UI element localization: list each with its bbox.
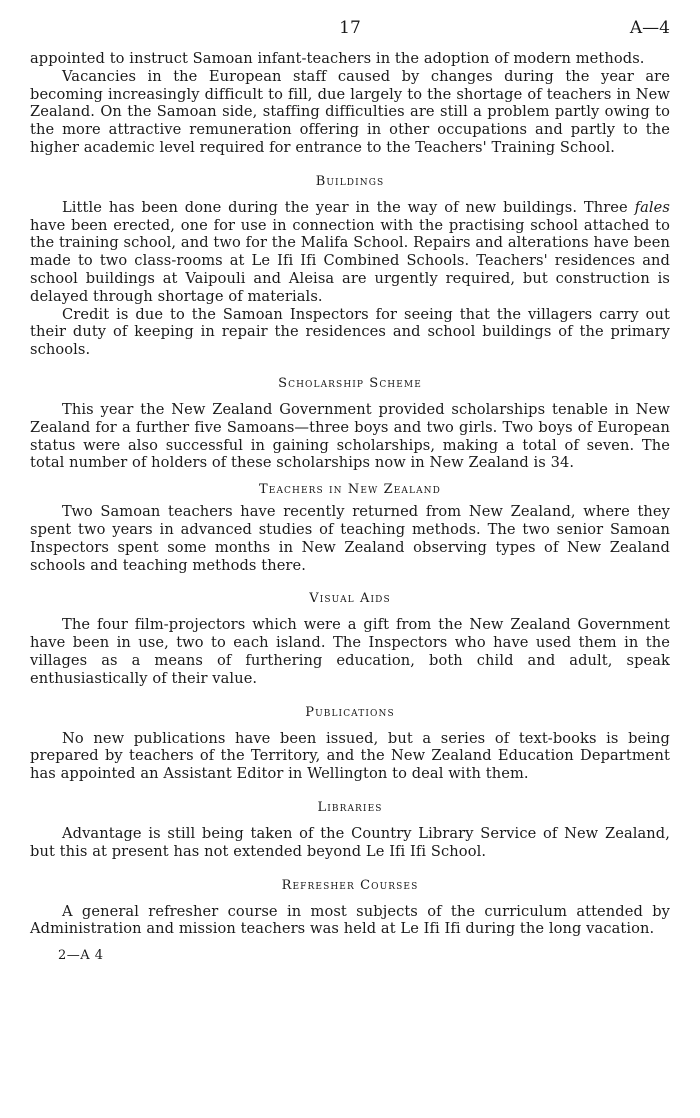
fales-term: fales	[634, 198, 670, 216]
scholarship-paragraph: This year the New Zealand Government provided scholarships tenable in New Zealand for a further five Samoans—three boys and two girls. Two boys of European status were also successful in gaining scholarships, making a total of seven. The total number of holders of these scholarships now in New Zealand is 34.	[30, 400, 670, 472]
page-header	[30, 16, 670, 44]
document-page	[30, 16, 670, 963]
document-reference: A—4	[629, 18, 670, 38]
buildings-paragraph-2: Credit is due to the Samoan Inspectors for seeing that the villagers carry out their duty of keeping in repair the residences and school buildings of the primary schools.	[30, 305, 670, 359]
section-heading-refresher-courses: Refresher Courses	[281, 877, 419, 893]
page-number: 17	[339, 18, 361, 38]
staffing-paragraph: Vacancies in the European staff caused by changes during the year are becoming increasingly difficult to fill, due largely to the shortage of teachers in New Zealand. On the Samoan side, staffing difficulties are still a problem partly owing to the more attractive remuneration offering in other occupations and partly to the higher academic level required for entrance to the Teachers' Training School.	[30, 67, 670, 156]
footer-reference: 2—A 4	[58, 948, 104, 964]
libraries-paragraph: Advantage is still being taken of the Country Library Service of New Zealand, but this at present has not extended beyond Le Ifi Ifi School.	[30, 824, 670, 860]
section-heading-buildings: Buildings	[315, 173, 385, 189]
refresher-paragraph: A general refresher course in most subjects of the curriculum attended by Administration and mission teachers was held at Le Ifi Ifi during the long vacation.	[30, 902, 670, 938]
teachers-paragraph: Two Samoan teachers have recently returned from New Zealand, where they spent two years in advanced studies of teaching methods. The two senior Samoan Inspectors spent some months in New Zealand observing types of New Zealand schools and teaching methods there.	[30, 503, 670, 574]
visual-aids-paragraph: The four film-projectors which were a gift from the New Zealand Government have been in use, two to each island. The Inspectors who have used them in the villages as a means of furthering education, both child and adult, speak enthusiastically of their value.	[30, 616, 670, 687]
buildings-paragraph-1	[30, 199, 670, 306]
publications-paragraph: No new publications have been issued, but a series of text-books is being prepared by teachers of the Territory, and the New Zealand Education Department has appointed an Assistant Editor in Wellington to deal with them.	[30, 729, 670, 783]
intro-paragraph-continued: appointed to instruct Samoan infant-teachers in the adoption of modern methods.	[30, 50, 645, 67]
buildings-text-end: have been erected, one for use in connection with the practising school attached to the training school, and two for the Malifa School. Repairs and alterations have been made to two class-rooms at Le Ifi Ifi Combined Schools. Teachers' residences and school buildings at Vaipouli and Aleisa are urgently required, but construction is delayed through shortage of materials.	[30, 216, 670, 305]
buildings-text-start: Little has been done during the year in the way of new buildings. Three	[62, 198, 635, 216]
section-heading-libraries: Libraries	[317, 799, 383, 815]
section-heading-scholarship: Scholarship Scheme	[278, 375, 422, 391]
section-heading-publications: Publications	[305, 704, 395, 720]
section-heading-visual-aids: Visual Aids	[309, 591, 391, 607]
section-heading-teachers: Teachers in New Zealand	[259, 482, 441, 498]
